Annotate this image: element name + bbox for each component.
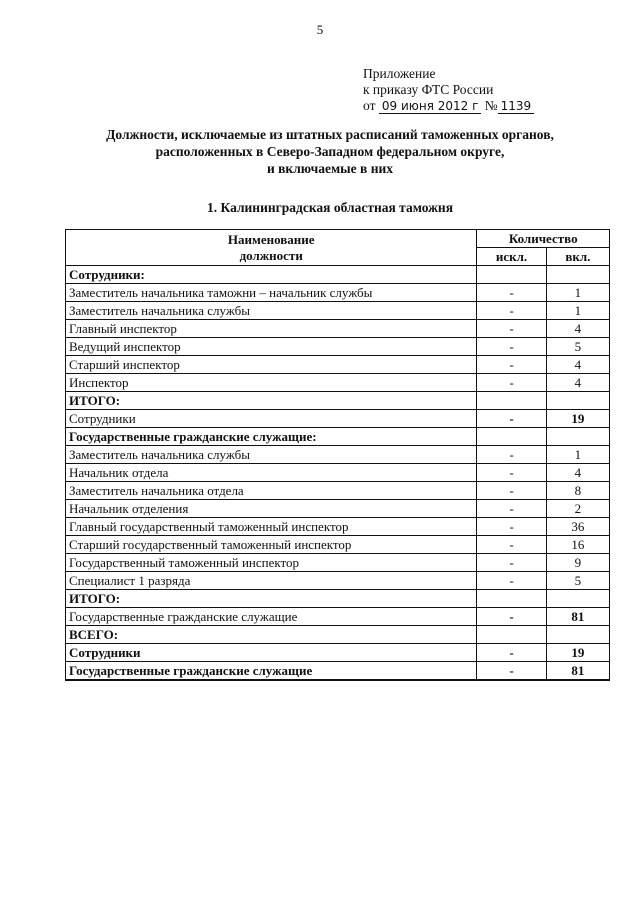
row-excl-value: - <box>477 338 546 356</box>
row-excl-value <box>477 590 546 608</box>
row-incl-value: 1 <box>546 446 609 464</box>
row-position-name: Государственные гражданские служащие <box>66 608 477 626</box>
row-excl-value: - <box>477 356 546 374</box>
table-row <box>66 500 610 518</box>
row-position-name: Заместитель начальника службы <box>66 446 477 464</box>
row-incl-value: 4 <box>546 356 609 374</box>
row-incl-value: 16 <box>546 536 609 554</box>
header-quantity: Количество <box>477 230 610 248</box>
table-row <box>66 374 610 392</box>
row-incl-value: 9 <box>546 554 609 572</box>
row-incl-value <box>546 392 609 410</box>
table-row <box>66 536 610 554</box>
row-position-name: ВСЕГО: <box>66 626 477 644</box>
row-excl-value <box>477 428 546 446</box>
table-row <box>66 284 610 302</box>
row-excl-value: - <box>477 464 546 482</box>
row-incl-value: 4 <box>546 320 609 338</box>
row-position-name: Главный государственный таможенный инспектор <box>66 518 477 536</box>
header-name-line-1: Наименование <box>227 231 315 247</box>
row-position-name: Государственный таможенный инспектор <box>66 554 477 572</box>
row-position-name: Государственные гражданские служащие: <box>66 428 477 446</box>
table-row <box>66 518 610 536</box>
row-position-name: Государственные гражданские служащие <box>66 662 477 681</box>
annex-number-value: 1139 <box>498 99 535 114</box>
row-position-name: Сотрудники: <box>66 266 477 284</box>
table-row <box>66 410 610 428</box>
row-incl-value <box>546 428 609 446</box>
header-position-name <box>66 230 477 266</box>
row-excl-value: - <box>477 446 546 464</box>
staff-table <box>65 229 610 681</box>
row-position-name: Инспектор <box>66 374 477 392</box>
row-position-name: Главный инспектор <box>66 320 477 338</box>
row-position-name: Сотрудники <box>66 410 477 428</box>
annex-number-prefix: № <box>484 98 498 113</box>
table-row <box>66 572 610 590</box>
table-row <box>66 302 610 320</box>
row-excl-value: - <box>477 662 546 681</box>
row-excl-value: - <box>477 302 546 320</box>
table-row <box>66 464 610 482</box>
document-title-line-3: и включаемые в них <box>266 161 394 176</box>
row-incl-value: 5 <box>546 572 609 590</box>
row-excl-value: - <box>477 536 546 554</box>
row-incl-value <box>546 626 609 644</box>
annex-date-line <box>363 98 534 114</box>
row-excl-value: - <box>477 320 546 338</box>
annex-line-1: Приложение <box>363 66 436 81</box>
table-row <box>66 428 610 446</box>
annex-block <box>363 66 534 114</box>
row-excl-value: - <box>477 500 546 518</box>
row-excl-value <box>477 626 546 644</box>
row-incl-value: 19 <box>546 410 609 428</box>
row-position-name: Начальник отделения <box>66 500 477 518</box>
row-incl-value: 5 <box>546 338 609 356</box>
document-title-line-2: расположенных в Северо-Западном федеральном округе, <box>155 144 505 159</box>
row-incl-value: 2 <box>546 500 609 518</box>
row-excl-value: - <box>477 518 546 536</box>
header-incl: вкл. <box>546 248 609 266</box>
row-incl-value: 4 <box>546 464 609 482</box>
document-title <box>60 126 600 177</box>
row-position-name: Заместитель начальника отдела <box>66 482 477 500</box>
row-excl-value: - <box>477 644 546 662</box>
table-row <box>66 644 610 662</box>
table-row <box>66 266 610 284</box>
row-position-name: Старший инспектор <box>66 356 477 374</box>
row-position-name: Сотрудники <box>66 644 477 662</box>
annex-date-value: 09 июня 2012 г <box>379 99 482 114</box>
row-excl-value: - <box>477 608 546 626</box>
row-excl-value: - <box>477 554 546 572</box>
row-excl-value <box>477 266 546 284</box>
row-incl-value: 1 <box>546 302 609 320</box>
table-row <box>66 626 610 644</box>
table-row <box>66 338 610 356</box>
row-excl-value: - <box>477 284 546 302</box>
row-position-name: Специалист 1 разряда <box>66 572 477 590</box>
table-body <box>66 266 610 681</box>
header-name-line-2: должности <box>239 247 303 263</box>
annex-date-prefix: от <box>363 98 376 113</box>
row-excl-value: - <box>477 572 546 590</box>
row-incl-value: 36 <box>546 518 609 536</box>
table-row <box>66 608 610 626</box>
table-row <box>66 356 610 374</box>
annex-line-2: к приказу ФТС России <box>363 82 494 97</box>
row-position-name: Ведущий инспектор <box>66 338 477 356</box>
section-title: 1. Калининградская областная таможня <box>206 200 454 215</box>
row-position-name: ИТОГО: <box>66 392 477 410</box>
table-row <box>66 320 610 338</box>
table-row <box>66 662 610 681</box>
row-incl-value: 1 <box>546 284 609 302</box>
row-position-name: Заместитель начальника службы <box>66 302 477 320</box>
table-row <box>66 392 610 410</box>
row-position-name: Заместитель начальника таможни – начальник службы <box>66 284 477 302</box>
row-incl-value <box>546 266 609 284</box>
row-excl-value <box>477 392 546 410</box>
row-excl-value: - <box>477 374 546 392</box>
header-excl: искл. <box>477 248 546 266</box>
document-title-line-1: Должности, исключаемые из штатных расписаний таможенных органов, <box>106 127 554 142</box>
table-row <box>66 482 610 500</box>
row-incl-value: 19 <box>546 644 609 662</box>
row-position-name: ИТОГО: <box>66 590 477 608</box>
table-row <box>66 554 610 572</box>
page-number: 5 <box>316 22 324 37</box>
row-incl-value: 8 <box>546 482 609 500</box>
row-incl-value: 4 <box>546 374 609 392</box>
row-incl-value: 81 <box>546 662 609 681</box>
table-row <box>66 446 610 464</box>
table-row <box>66 590 610 608</box>
row-excl-value: - <box>477 410 546 428</box>
row-incl-value: 81 <box>546 608 609 626</box>
row-excl-value: - <box>477 482 546 500</box>
row-incl-value <box>546 590 609 608</box>
row-position-name: Старший государственный таможенный инспектор <box>66 536 477 554</box>
row-position-name: Начальник отдела <box>66 464 477 482</box>
